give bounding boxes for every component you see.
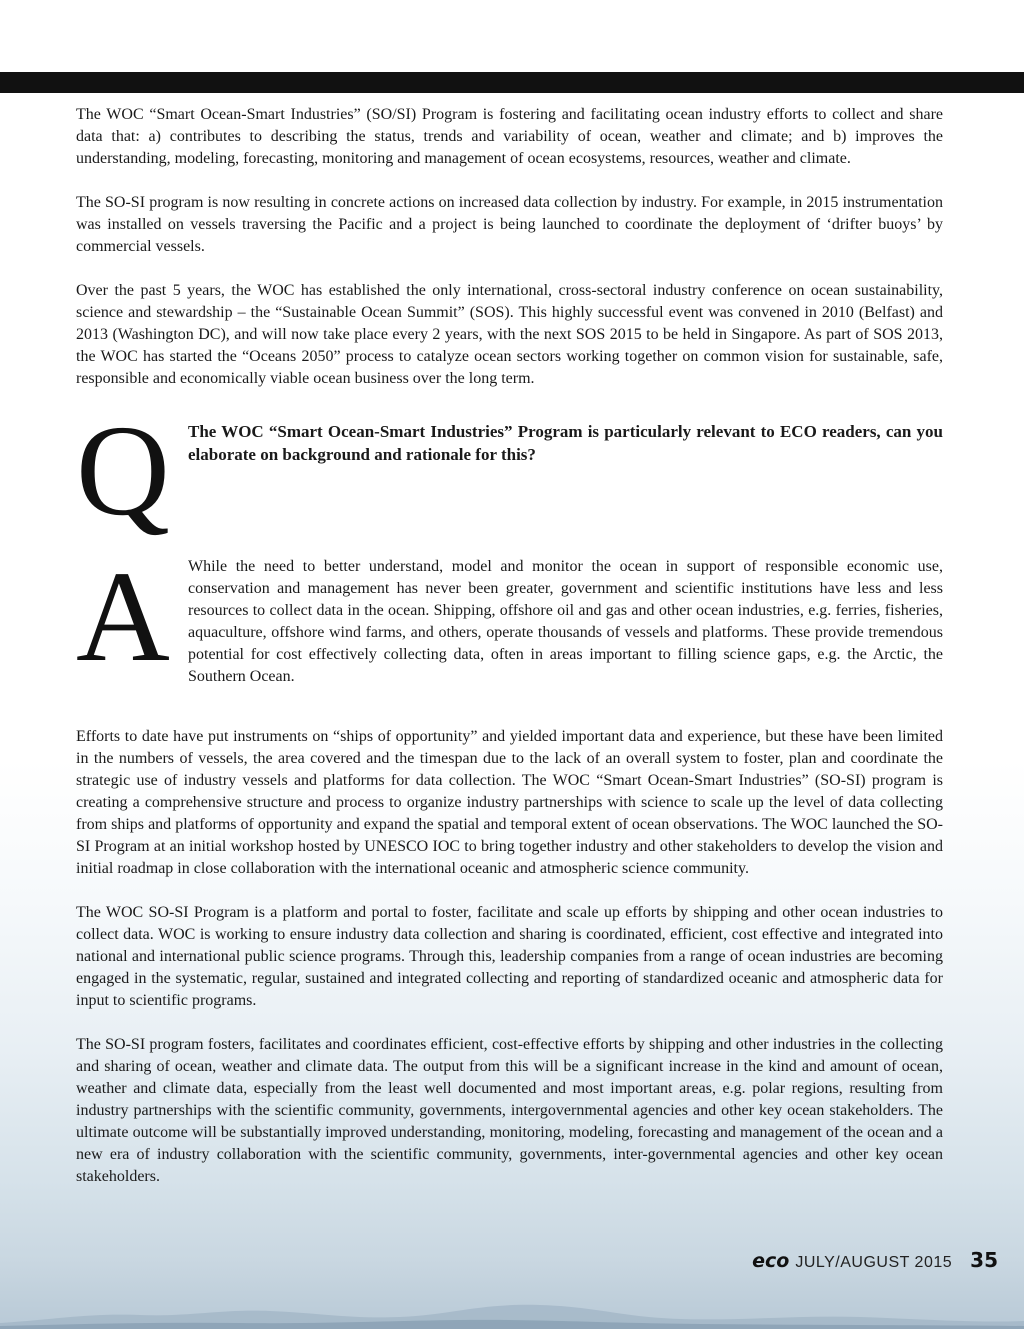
- issue-date: JULY/AUGUST 2015: [795, 1254, 953, 1271]
- intro-paragraph: Over the past 5 years, the WOC has established the only international, cross-sectoral industry conference on ocean sustainability, science and stewardship – the “Sustainable Ocean Summit” (SOS). This highly successful event was convened in 2010 (Belfast) and 2013 (Washington DC), and will now take place every 2 years, with the next SOS 2015 to be held in Singapore. As part of SOS 2013, the WOC has started the “Oceans 2050” process to catalyze ocean sectors working together on common vision for sustainable, safe, responsible and economically viable ocean business over the long term.: [76, 282, 943, 387]
- header-bar: [0, 72, 1024, 93]
- body-paragraph: Efforts to date have put instruments on “ships of opportunity” and yielded important data and experience, but these have been limited in the numbers of vessels, the area covered and the timespan due to the lack of an overall system to foster, plan and coordinate the strategic use of industry vessels and platforms for data collection. The WOC “Smart Ocean-Smart Industries” (SO-SI) program is creating a comprehensive structure and process to organize industry partnerships with science to scale up the level of data collecting from ships and platforms of opportunity and expand the spatial and temporal extent of ocean observations. The WOC launched the SO-SI Program at an initial workshop hosted by UNESCO IOC to bring together industry and other stakeholders to develop the vision and initial roadmap in close collaboration with the international oceanic and atmospheric science community.: [76, 728, 943, 877]
- a-drop-letter: A: [76, 545, 170, 689]
- article-body: [76, 104, 943, 1210]
- mountain-horizon-image: [0, 1289, 1024, 1329]
- magazine-logo: eco: [752, 1250, 790, 1272]
- body-paragraph: The WOC SO-SI Program is a platform and portal to foster, facilitate and scale up efforts by shipping and other ocean industries to collect data. WOC is working to ensure industry data collection and sharing is coordinated, efficient, cost effective and integrated into national and international public science programs. Through this, leadership companies from a range of ocean industries are becoming engaged in the systematic, regular, sustained and integrated collecting and reporting of standardized oceanic and atmospheric data for input to scientific programs.: [76, 904, 943, 1009]
- question-text: The WOC “Smart Ocean-Smart Industries” Program is particularly relevant to ECO readers, can you elaborate on background and rationale for this?: [188, 422, 943, 464]
- page-footer: [752, 1248, 998, 1272]
- answer-text: While the need to better understand, model and monitor the ocean in support of responsible economic use, conservation and management has never been greater, government and scientific institutions have less and less resources to collect data in the ocean. Shipping, offshore oil and gas and other ocean industries, e.g. ferries, fisheries, aquaculture, offshore wind farms, and others, operate thousands of vessels and platforms. These provide tremendous potential for cost effectively collecting data, often in areas important to filling science gaps, e.g. the Arctic, the Southern Ocean.: [188, 558, 943, 685]
- body-paragraph: The SO-SI program fosters, facilitates and coordinates efficient, cost-effective efforts by shipping and other industries in the collecting and sharing of ocean, weather and climate data. The output from this will be a significant increase in the kind and amount of ocean, weather and climate data, especially from the least well documented and most important areas, e.g. polar regions, resulting from industry partnerships with the scientific community, governments, intergovernmental agencies and other key ocean stakeholders. The ultimate outcome will be substantially improved understanding, monitoring, modeling, forecasting and management of the ocean and a new era of industry collaboration with the scientific community, governments, inter-governmental agencies and other key ocean stakeholders.: [76, 1036, 943, 1185]
- answer-block: [76, 545, 943, 706]
- intro-paragraph: The WOC “Smart Ocean-Smart Industries” (SO/SI) Program is fostering and facilitating ocean industry efforts to collect and share data that: a) contributes to describing the status, trends and variability of ocean, weather and climate; and b) improves the understanding, modeling, forecasting, monitoring and management of ocean ecosystems, resources, weather and climate.: [76, 106, 943, 167]
- page-number: 35: [970, 1248, 998, 1272]
- intro-paragraph: The SO-SI program is now resulting in concrete actions on increased data collection by industry. For example, in 2015 instrumentation was installed on vessels traversing the Pacific and a project is being launched to coordinate the deployment of ‘drifter buoys’ by commercial vessels.: [76, 194, 943, 255]
- q-drop-letter: Q: [76, 399, 170, 543]
- question-block: [76, 399, 943, 543]
